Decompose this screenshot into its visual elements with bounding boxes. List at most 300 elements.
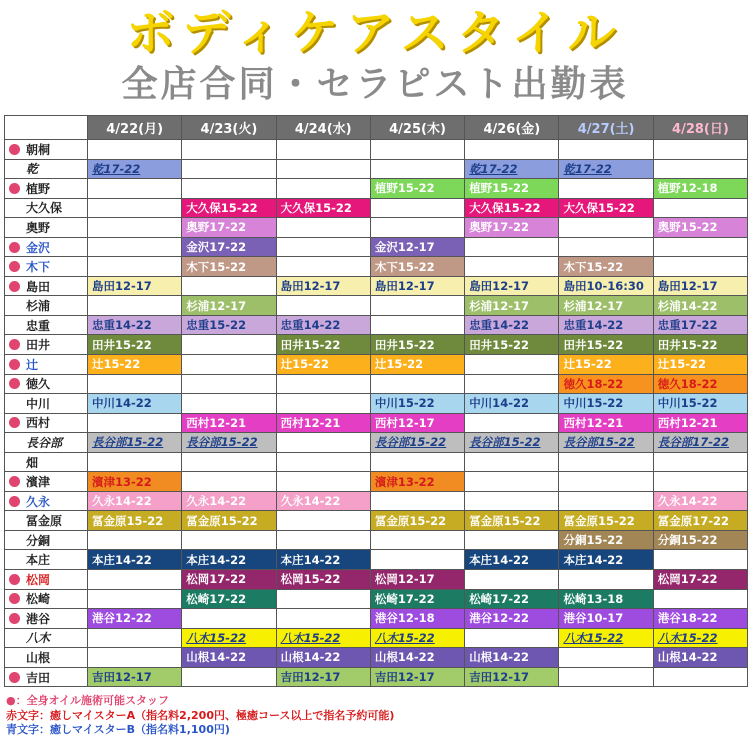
day-header: 4/22(月) — [88, 116, 182, 140]
shift-cell — [559, 237, 653, 257]
shift-cell — [559, 452, 653, 472]
shift-cell — [88, 140, 182, 160]
therapist-row — [5, 433, 748, 453]
shift-cell: 島田12-17 — [370, 276, 464, 296]
therapist-name-cell — [5, 413, 88, 433]
shift-cell: 奥野17-22 — [465, 218, 559, 238]
therapist-row — [5, 609, 748, 629]
oil-dot-icon — [9, 242, 20, 253]
therapist-name-cell — [5, 530, 88, 550]
shift-cell: 山根14-22 — [182, 648, 276, 668]
shift-cell: 杉浦12-17 — [559, 296, 653, 316]
shift-cell: 冨金原15-22 — [559, 511, 653, 531]
shift-cell — [276, 374, 370, 394]
therapist-row — [5, 491, 748, 511]
legend-oil: ●：全身オイル施術可能スタッフ — [6, 694, 170, 707]
shift-cell — [276, 159, 370, 179]
legend — [6, 694, 394, 738]
shift-cell: 西村12-21 — [653, 413, 747, 433]
shift-cell: 長谷部15-22 — [559, 433, 653, 453]
therapist-name-cell — [5, 374, 88, 394]
shift-cell: 西村12-21 — [559, 413, 653, 433]
shift-cell — [653, 550, 747, 570]
oil-dot-icon — [9, 339, 20, 350]
therapist-name: 港谷 — [26, 611, 51, 626]
therapist-name-cell — [5, 589, 88, 609]
shift-cell: 吉田12-17 — [370, 667, 464, 687]
schedule-body — [5, 140, 748, 687]
shift-cell: 乾17-22 — [88, 159, 182, 179]
shift-cell: 松崎13-18 — [559, 589, 653, 609]
shift-cell: 久永14-22 — [88, 491, 182, 511]
shift-cell: 冨金原15-22 — [465, 511, 559, 531]
shift-cell — [276, 472, 370, 492]
therapist-name: 長谷部 — [26, 435, 63, 450]
therapist-name-cell — [5, 335, 88, 355]
therapist-name-cell — [5, 315, 88, 335]
shift-cell — [559, 179, 653, 199]
shift-cell: 長谷部15-22 — [370, 433, 464, 453]
shift-cell: 山根14-22 — [370, 648, 464, 668]
shift-cell: 西村12-17 — [370, 413, 464, 433]
day-header: 4/24(水) — [276, 116, 370, 140]
therapist-name-cell — [5, 648, 88, 668]
shift-cell: 田井15-22 — [653, 335, 747, 355]
therapist-name: 朝桐 — [26, 142, 51, 157]
shift-cell: 島田12-17 — [88, 276, 182, 296]
shift-cell: 大久保15-22 — [182, 198, 276, 218]
shift-cell: 木下15-22 — [559, 257, 653, 277]
day-header: 4/27(土) — [559, 116, 653, 140]
therapist-name-cell — [5, 511, 88, 531]
therapist-name: 松岡 — [26, 572, 51, 587]
shift-cell — [370, 491, 464, 511]
shift-cell — [182, 394, 276, 414]
shift-cell — [182, 276, 276, 296]
therapist-name-cell — [5, 472, 88, 492]
shift-cell: 辻15-22 — [370, 355, 464, 375]
shift-cell: 吉田12-17 — [88, 667, 182, 687]
therapist-name: 金沢 — [26, 240, 51, 255]
shift-cell: 奥野15-22 — [653, 218, 747, 238]
shift-cell — [465, 355, 559, 375]
shift-cell: 本庄14-22 — [276, 550, 370, 570]
shift-cell — [88, 413, 182, 433]
shift-cell — [370, 530, 464, 550]
shift-cell: 田井15-22 — [465, 335, 559, 355]
shift-cell: 濱津13-22 — [88, 472, 182, 492]
shift-cell: 島田12-17 — [465, 276, 559, 296]
shift-cell — [88, 648, 182, 668]
therapist-name-cell — [5, 257, 88, 277]
shift-cell: 忠重14-22 — [559, 315, 653, 335]
therapist-name: 山根 — [26, 650, 51, 665]
shift-cell: 忠重14-22 — [465, 315, 559, 335]
therapist-row — [5, 589, 748, 609]
therapist-name: 本庄 — [26, 553, 51, 568]
shift-cell — [465, 257, 559, 277]
shift-cell: 分銅15-22 — [559, 530, 653, 550]
shift-cell: 本庄14-22 — [182, 550, 276, 570]
shift-cell: 八木15-22 — [370, 628, 464, 648]
therapist-row — [5, 198, 748, 218]
shift-cell — [88, 530, 182, 550]
therapist-name-cell — [5, 628, 88, 648]
therapist-name-cell — [5, 276, 88, 296]
shift-cell: 松岡17-22 — [653, 570, 747, 590]
shift-cell: 中川15-22 — [653, 394, 747, 414]
shift-cell: 長谷部15-22 — [465, 433, 559, 453]
shift-cell — [88, 452, 182, 472]
shift-cell — [653, 198, 747, 218]
shift-cell — [370, 218, 464, 238]
shift-cell: 田井15-22 — [276, 335, 370, 355]
shift-cell: 島田12-17 — [276, 276, 370, 296]
shift-cell — [559, 570, 653, 590]
shift-cell: 松岡17-22 — [182, 570, 276, 590]
shift-cell — [559, 140, 653, 160]
shift-cell — [653, 589, 747, 609]
shift-cell — [653, 452, 747, 472]
therapist-row — [5, 257, 748, 277]
therapist-name: 濱津 — [26, 475, 51, 490]
shift-cell — [465, 628, 559, 648]
therapist-row — [5, 315, 748, 335]
shift-cell: 松岡12-17 — [370, 570, 464, 590]
schedule-table — [4, 115, 748, 687]
therapist-row — [5, 550, 748, 570]
therapist-row — [5, 179, 748, 199]
shift-cell: 植野12-18 — [653, 179, 747, 199]
shift-cell: 乾17-22 — [465, 159, 559, 179]
shift-cell — [559, 218, 653, 238]
therapist-name: 杉浦 — [26, 299, 51, 314]
shift-cell — [276, 589, 370, 609]
oil-dot-icon — [9, 378, 20, 389]
shift-cell: 分銅15-22 — [653, 530, 747, 550]
shift-cell: 八木15-22 — [559, 628, 653, 648]
therapist-name: 植野 — [26, 181, 51, 196]
shift-cell — [370, 452, 464, 472]
shift-cell — [88, 198, 182, 218]
shift-cell — [276, 218, 370, 238]
therapist-name-cell — [5, 433, 88, 453]
shift-cell: 植野15-22 — [465, 179, 559, 199]
shift-cell: 本庄14-22 — [465, 550, 559, 570]
oil-dot-icon — [9, 261, 20, 272]
page-title: ボディケアスタイル — [126, 5, 624, 61]
shift-cell: 山根14-22 — [276, 648, 370, 668]
shift-cell — [370, 198, 464, 218]
shift-cell: 久永14-22 — [182, 491, 276, 511]
shift-cell: 大久保15-22 — [465, 198, 559, 218]
shift-cell — [276, 530, 370, 550]
legend-meister-a: 赤文字：癒しマイスターA（指名料2,200円、極癒コース以上で指名予約可能) — [6, 708, 395, 722]
therapist-name: 大久保 — [26, 201, 63, 216]
day-header: 4/28(日) — [653, 116, 747, 140]
day-header: 4/25(木) — [370, 116, 464, 140]
shift-cell: 松崎17-22 — [182, 589, 276, 609]
shift-cell: 西村12-21 — [276, 413, 370, 433]
therapist-row — [5, 472, 748, 492]
shift-cell — [370, 159, 464, 179]
shift-cell: 中川14-22 — [465, 394, 559, 414]
oil-dot-icon — [9, 496, 20, 507]
shift-cell: 久永14-22 — [653, 491, 747, 511]
shift-cell — [559, 667, 653, 687]
shift-cell: 松崎17-22 — [370, 589, 464, 609]
shift-cell — [88, 570, 182, 590]
shift-cell: 本庄14-22 — [559, 550, 653, 570]
shift-cell — [182, 140, 276, 160]
therapist-row — [5, 648, 748, 668]
shift-cell — [88, 374, 182, 394]
therapist-name: 徳久 — [26, 377, 51, 392]
therapist-row — [5, 628, 748, 648]
shift-cell: 冨金原15-22 — [182, 511, 276, 531]
therapist-name: 冨金原 — [26, 514, 63, 529]
shift-cell: 金沢12-17 — [370, 237, 464, 257]
shift-cell — [559, 648, 653, 668]
shift-cell: 港谷12-22 — [88, 609, 182, 629]
shift-cell — [276, 511, 370, 531]
shift-cell — [653, 667, 747, 687]
shift-cell: 徳久18-22 — [559, 374, 653, 394]
legend-meister-b: 青文字：癒しマイスターB（指名料1,100円) — [6, 723, 230, 736]
therapist-name-cell — [5, 237, 88, 257]
shift-cell: 本庄14-22 — [88, 550, 182, 570]
shift-cell: 長谷部15-22 — [88, 433, 182, 453]
shift-cell — [182, 159, 276, 179]
shift-cell: 冨金原15-22 — [88, 511, 182, 531]
shift-cell: 八木15-22 — [182, 628, 276, 648]
shift-cell: 島田10-16:30 — [559, 276, 653, 296]
shift-cell: 港谷18-22 — [653, 609, 747, 629]
shift-cell: 長谷部17-22 — [653, 433, 747, 453]
shift-cell — [370, 374, 464, 394]
shift-cell: 八木15-22 — [653, 628, 747, 648]
shift-cell — [465, 413, 559, 433]
therapist-row — [5, 140, 748, 160]
shift-cell: 金沢17-22 — [182, 237, 276, 257]
oil-dot-icon — [9, 672, 20, 683]
therapist-name: 忠重 — [26, 318, 51, 333]
shift-cell: 大久保15-22 — [276, 198, 370, 218]
therapist-name: 田井 — [26, 338, 51, 353]
shift-cell: 忠重14-22 — [88, 315, 182, 335]
therapist-name: 奥野 — [26, 220, 51, 235]
shift-cell — [465, 570, 559, 590]
shift-cell — [465, 374, 559, 394]
shift-cell: 吉田12-17 — [465, 667, 559, 687]
therapist-name-cell — [5, 140, 88, 160]
shift-cell — [276, 257, 370, 277]
shift-cell — [88, 589, 182, 609]
therapist-name: 分銅 — [26, 533, 51, 548]
shift-cell: 中川14-22 — [88, 394, 182, 414]
shift-cell — [653, 257, 747, 277]
therapist-name-cell — [5, 218, 88, 238]
therapist-row — [5, 335, 748, 355]
shift-cell: 奥野17-22 — [182, 218, 276, 238]
shift-cell — [182, 335, 276, 355]
therapist-name: 辻 — [26, 357, 39, 372]
shift-cell: 久永14-22 — [276, 491, 370, 511]
shift-cell: 木下15-22 — [182, 257, 276, 277]
shift-cell — [276, 237, 370, 257]
shift-cell — [182, 355, 276, 375]
therapist-name-cell — [5, 609, 88, 629]
therapist-row — [5, 667, 748, 687]
shift-cell — [276, 609, 370, 629]
shift-cell: 徳久18-22 — [653, 374, 747, 394]
shift-cell: 辻15-22 — [559, 355, 653, 375]
therapist-name-cell — [5, 198, 88, 218]
shift-cell: 長谷部15-22 — [182, 433, 276, 453]
shift-cell: 田井15-22 — [370, 335, 464, 355]
shift-cell — [370, 296, 464, 316]
therapist-name-cell — [5, 159, 88, 179]
therapist-name-cell — [5, 394, 88, 414]
oil-dot-icon — [9, 281, 20, 292]
shift-cell: 港谷10-17 — [559, 609, 653, 629]
shift-cell — [182, 452, 276, 472]
shift-cell — [88, 257, 182, 277]
day-header: 4/26(金) — [465, 116, 559, 140]
oil-dot-icon — [9, 593, 20, 604]
therapist-name: 吉田 — [26, 670, 51, 685]
oil-dot-icon — [9, 144, 20, 155]
therapist-name: 中川 — [26, 396, 51, 411]
shift-cell — [370, 550, 464, 570]
therapist-name: 木下 — [26, 260, 51, 275]
shift-cell: 山根14-22 — [653, 648, 747, 668]
page-subtitle: 全店合同・セラピスト出勤表 — [121, 64, 629, 105]
shift-cell: 冨金原15-22 — [370, 511, 464, 531]
shift-cell: 田井15-22 — [88, 335, 182, 355]
therapist-row — [5, 237, 748, 257]
therapist-name: 松崎 — [26, 592, 51, 607]
shift-cell — [276, 179, 370, 199]
shift-cell: 八木15-22 — [276, 628, 370, 648]
therapist-name-cell — [5, 296, 88, 316]
shift-cell — [370, 140, 464, 160]
oil-dot-icon — [9, 476, 20, 487]
oil-dot-icon — [9, 613, 20, 624]
shift-cell — [653, 472, 747, 492]
shift-cell — [276, 394, 370, 414]
therapist-name-cell — [5, 667, 88, 687]
day-header: 4/23(火) — [182, 116, 276, 140]
shift-cell — [559, 491, 653, 511]
shift-cell — [653, 237, 747, 257]
therapist-name: 島田 — [26, 279, 51, 294]
shift-cell — [276, 140, 370, 160]
shift-cell — [88, 628, 182, 648]
shift-cell — [88, 218, 182, 238]
shift-cell: 中川15-22 — [370, 394, 464, 414]
shift-cell — [465, 140, 559, 160]
therapist-name-cell — [5, 452, 88, 472]
shift-cell — [653, 140, 747, 160]
therapist-row — [5, 413, 748, 433]
shift-cell — [653, 159, 747, 179]
shift-cell — [465, 237, 559, 257]
shift-cell: 港谷12-18 — [370, 609, 464, 629]
therapist-name-cell — [5, 179, 88, 199]
therapist-row — [5, 159, 748, 179]
shift-cell: 植野15-22 — [370, 179, 464, 199]
shift-cell: 西村12-21 — [182, 413, 276, 433]
therapist-name-cell — [5, 355, 88, 375]
header-row — [5, 116, 748, 140]
shift-cell — [88, 296, 182, 316]
shift-cell: 島田12-17 — [653, 276, 747, 296]
shift-cell — [182, 530, 276, 550]
shift-cell: 木下15-22 — [370, 257, 464, 277]
therapist-name: 西村 — [26, 416, 51, 431]
therapist-row — [5, 218, 748, 238]
therapist-name: 八木 — [26, 631, 51, 646]
shift-cell — [88, 179, 182, 199]
shift-cell: 中川15-22 — [559, 394, 653, 414]
shift-cell: 忠重15-22 — [182, 315, 276, 335]
shift-cell: 山根14-22 — [465, 648, 559, 668]
shift-cell — [465, 530, 559, 550]
therapist-name: 乾 — [26, 162, 39, 177]
therapist-name: 畑 — [26, 455, 39, 470]
shift-cell: 辻15-22 — [653, 355, 747, 375]
oil-dot-icon — [9, 417, 20, 428]
shift-cell: 田井15-22 — [559, 335, 653, 355]
shift-cell: 辻15-22 — [276, 355, 370, 375]
therapist-row — [5, 530, 748, 550]
corner-cell — [5, 116, 88, 140]
therapist-name-cell — [5, 491, 88, 511]
shift-cell — [182, 667, 276, 687]
shift-cell — [182, 472, 276, 492]
shift-cell: 乾17-22 — [559, 159, 653, 179]
therapist-row — [5, 452, 748, 472]
shift-cell: 吉田12-17 — [276, 667, 370, 687]
shift-cell: 松崎17-22 — [465, 589, 559, 609]
therapist-name-cell — [5, 550, 88, 570]
shift-cell: 冨金原17-22 — [653, 511, 747, 531]
oil-dot-icon — [9, 183, 20, 194]
shift-cell — [370, 315, 464, 335]
therapist-name: 久永 — [26, 494, 51, 509]
shift-cell: 忠重14-22 — [276, 315, 370, 335]
shift-cell: 杉浦12-17 — [465, 296, 559, 316]
shift-cell — [465, 472, 559, 492]
therapist-row — [5, 511, 748, 531]
shift-cell — [88, 237, 182, 257]
shift-cell: 杉浦14-22 — [653, 296, 747, 316]
therapist-row — [5, 374, 748, 394]
shift-cell — [182, 374, 276, 394]
therapist-row — [5, 394, 748, 414]
shift-cell: 辻15-22 — [88, 355, 182, 375]
therapist-row — [5, 355, 748, 375]
shift-cell — [559, 472, 653, 492]
shift-cell — [276, 296, 370, 316]
shift-cell — [276, 452, 370, 472]
shift-cell: 濱津13-22 — [370, 472, 464, 492]
therapist-name-cell — [5, 570, 88, 590]
shift-cell: 忠重17-22 — [653, 315, 747, 335]
shift-cell: 大久保15-22 — [559, 198, 653, 218]
shift-cell: 杉浦12-17 — [182, 296, 276, 316]
